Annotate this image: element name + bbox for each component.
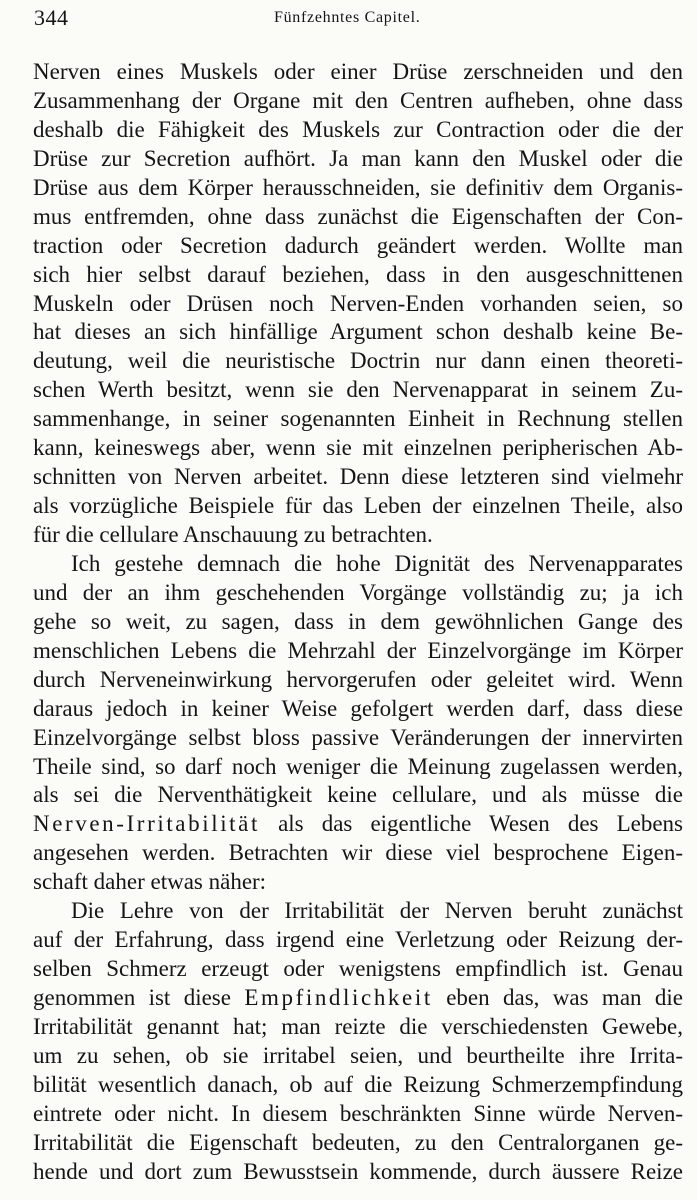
text-line: für die cellulare Anschauung zu betrachten. (33, 522, 433, 547)
text-line: auf der Erfahrung, dass irgend eine Verletzung oder Reizung der- (33, 927, 683, 953)
text-line: als vorzügliche Beispiele für das Leben der einzelnen Theile, also (33, 493, 683, 519)
text-line: deutung, weil die neuristische Doctrin nur dann einen theoreti- (33, 348, 683, 374)
text-line: Ich gestehe demnach die hohe Dignität des Nervenapparates (71, 550, 683, 576)
paragraph (33, 58, 683, 550)
text-line: Nerven eines Muskels oder einer Drüse zerschneiden und den (33, 59, 683, 84)
text-line: gehe so weit, zu sagen, dass in dem gewöhnlichen Gange des (33, 608, 683, 634)
line-segment: eben das, was man die (432, 985, 684, 1010)
paragraph (33, 897, 683, 1186)
text-line: hende und dort zum Bewusstsein kommende, durch äussere Reize (33, 1158, 683, 1184)
text-line: sich hier selbst darauf beziehen, dass in den ausgeschnittenen (33, 261, 683, 287)
text-line: Irritabilität die Eigenschaft bedeuten, zu den Centralorganen ge- (33, 1129, 683, 1155)
text-line: deshalb die Fähigkeit des Muskels zur Contraction oder die der (33, 116, 683, 142)
text-line: daraus jedoch in keiner Weise gefolgert werden darf, dass diese (33, 695, 683, 721)
text-line: Irritabilität genannt hat; man reizte die verschiedensten Gewebe, (33, 1013, 683, 1039)
text-line: und der an ihm geschehenden Vorgänge vollständig zu; ja ich (33, 579, 683, 605)
line-segment: als das eigentliche Wesen des Lebens (259, 811, 683, 837)
text-line: Einzelvorgänge selbst bloss passive Veränderungen der innervirten (33, 724, 683, 750)
paragraph (33, 550, 683, 897)
text-line: bilität wesentlich danach, ob auf die Reizung Schmerzempfindung (33, 1071, 683, 1097)
text-line: schaft daher etwas näher: (33, 869, 267, 895)
text-line: als sei die Nerventhätigkeit keine cellulare, und als müsse die (33, 782, 683, 808)
text-line: schnitten von Nerven arbeitet. Denn diese letzteren sind vielmehr (33, 464, 683, 490)
text-line (33, 984, 683, 1013)
text-line: Die Lehre von der Irritabilität der Nerven beruht zunächst (71, 898, 683, 924)
text-line: hat dieses an sich hinfällige Argument schon deshalb keine Be- (33, 319, 683, 345)
text-line: Theile sind, so darf noch weniger die Meinung zugelassen werden, (33, 753, 683, 779)
emphasized-term: Empfindlichkeit (244, 985, 433, 1010)
text-line: Muskeln oder Drüsen noch Nerven-Enden vorhanden seien, so (33, 290, 683, 316)
text-line: angesehen werden. Betrachten wir diese viel besprochene Eigen- (33, 840, 683, 866)
text-line: menschlichen Lebens die Mehrzahl der Einzelvorgänge im Körper (33, 637, 683, 663)
line-segment: genommen ist diese (33, 985, 245, 1010)
emphasized-term: Nerven-Irritabilität (33, 811, 260, 837)
text-line: Zusammenhang der Organe mit den Centren aufheben, ohne dass (33, 87, 683, 113)
text-line (33, 810, 683, 839)
text-line: kann, keineswegs aber, wenn sie mit einzelnen peripherischen Ab- (33, 435, 683, 461)
text-line: mus entfremden, ohne dass zunächst die Eigenschaften der Con- (33, 203, 683, 229)
running-head: Fünfzehntes Capitel. (274, 9, 421, 26)
text-line: selben Schmerz erzeugt oder wenigstens empfindlich ist. Genau (33, 956, 683, 982)
text-line: Drüse aus dem Körper herausschneiden, sie definitiv dem Organis- (33, 174, 683, 200)
text-line: durch Nerveneinwirkung hervorgerufen oder geleitet wird. Wenn (33, 666, 683, 692)
text-line: um zu sehen, ob sie irritabel seien, und beurtheilte ihre Irrita- (33, 1042, 683, 1068)
text-line: Drüse zur Secretion aufhört. Ja man kann den Muskel oder die (33, 145, 683, 171)
page-number: 344 (34, 5, 69, 30)
text-line: schen Werth besitzt, wenn sie den Nervenapparat in seinem Zu- (33, 377, 683, 403)
text-line: traction oder Secretion dadurch geändert werden. Wollte man (33, 232, 683, 258)
body-text (33, 58, 683, 1187)
text-line: eintrete oder nicht. In diesem beschränkten Sinne würde Nerven- (33, 1100, 683, 1126)
text-line: sammenhange, in seiner sogenannten Einheit in Rechnung stellen (33, 406, 683, 432)
